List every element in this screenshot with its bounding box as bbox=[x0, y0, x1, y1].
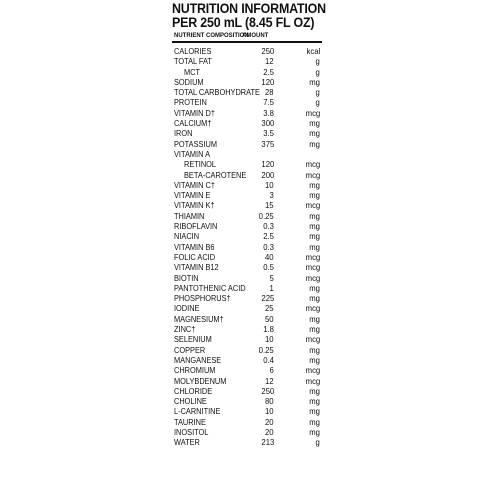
nutrient-row bbox=[172, 437, 322, 447]
nutrient-name: VITAMIN C† bbox=[174, 179, 215, 190]
nutrient-row bbox=[172, 334, 322, 344]
nutrient-amount: 12 bbox=[265, 375, 274, 386]
nutrient-name: VITAMIN E bbox=[174, 190, 211, 201]
column-header-composition: NUTRIENT COMPOSITION bbox=[174, 33, 249, 39]
nutrient-name: TOTAL CARBOHYDRATE bbox=[174, 87, 260, 98]
nutrient-unit: mcg bbox=[305, 262, 320, 273]
nutrient-name: IRON bbox=[174, 128, 193, 139]
nutrient-row bbox=[172, 376, 322, 386]
nutrient-unit: g bbox=[315, 97, 320, 108]
nutrient-row bbox=[172, 139, 322, 149]
nutrient-unit: mg bbox=[309, 118, 320, 129]
nutrient-amount: 250 bbox=[261, 46, 274, 56]
nutrient-row bbox=[172, 190, 322, 200]
nutrient-amount: 20 bbox=[265, 426, 274, 437]
nutrient-name: VITAMIN A bbox=[174, 148, 211, 159]
nutrient-unit: mg bbox=[309, 128, 320, 139]
nutrient-name: CHOLINE bbox=[174, 396, 207, 407]
nutrient-unit: mcg bbox=[305, 169, 320, 180]
nutrient-amount: 6 bbox=[269, 365, 274, 376]
nutrient-name: MAGNESIUM† bbox=[174, 313, 224, 324]
nutrient-amount: 120 bbox=[261, 159, 274, 170]
nutrient-name: MANGANESE bbox=[174, 354, 222, 365]
nutrient-amount: 213 bbox=[261, 437, 274, 448]
nutrient-unit: g bbox=[315, 87, 320, 98]
nutrient-amount: 1.8 bbox=[263, 324, 274, 335]
nutrient-row bbox=[172, 108, 322, 118]
nutrient-amount: 10 bbox=[265, 406, 274, 417]
nutrient-row bbox=[172, 345, 322, 355]
nutrient-unit: mg bbox=[309, 426, 320, 437]
nutrient-row bbox=[172, 262, 322, 272]
nutrient-name: TOTAL FAT bbox=[174, 56, 212, 67]
nutrient-row bbox=[172, 97, 322, 107]
nutrient-unit: mg bbox=[309, 293, 320, 304]
nutrient-row bbox=[172, 231, 322, 241]
nutrient-name: PHOSPHORUS† bbox=[174, 293, 231, 304]
nutrient-row bbox=[172, 242, 322, 252]
nutrient-amount: 0.25 bbox=[258, 210, 274, 221]
nutrient-name: NIACIN bbox=[174, 231, 200, 242]
nutrient-amount: 3.8 bbox=[263, 107, 274, 118]
nutrient-name: CHROMIUM bbox=[174, 365, 216, 376]
nutrient-amount: 7.5 bbox=[263, 97, 274, 108]
nutrient-unit: mcg bbox=[305, 303, 320, 314]
nutrient-name: L-CARNITINE bbox=[174, 406, 221, 417]
nutrient-row bbox=[172, 159, 322, 169]
nutrient-name: VITAMIN B6 bbox=[174, 241, 215, 252]
nutrient-unit: mg bbox=[309, 406, 320, 417]
nutrient-unit: mg bbox=[309, 416, 320, 427]
nutrient-amount: 25 bbox=[265, 303, 274, 314]
nutrient-row bbox=[172, 386, 322, 396]
nutrient-name: ZINC† bbox=[174, 324, 196, 335]
label-title: NUTRITION INFORMATION bbox=[172, 1, 326, 16]
nutrient-unit: mcg bbox=[305, 107, 320, 118]
nutrient-row bbox=[172, 46, 322, 56]
nutrient-unit: mg bbox=[309, 344, 320, 355]
nutrient-name: VITAMIN D† bbox=[174, 107, 215, 118]
nutrient-table bbox=[172, 46, 322, 448]
nutrient-amount: 300 bbox=[261, 118, 274, 129]
nutrient-amount: 0.3 bbox=[263, 241, 274, 252]
nutrient-unit: mg bbox=[309, 282, 320, 293]
nutrient-unit: mg bbox=[309, 179, 320, 190]
nutrient-row bbox=[172, 427, 322, 437]
nutrient-unit: mg bbox=[309, 231, 320, 242]
nutrient-name: THIAMIN bbox=[174, 210, 205, 221]
nutrient-row bbox=[172, 365, 322, 375]
nutrient-unit: mg bbox=[309, 385, 320, 396]
nutrient-row bbox=[172, 128, 322, 138]
nutrient-unit: mg bbox=[309, 354, 320, 365]
nutrient-amount: 2.5 bbox=[263, 66, 274, 77]
nutrient-unit: mg bbox=[309, 313, 320, 324]
nutrient-unit: mcg bbox=[305, 200, 320, 211]
nutrient-row bbox=[172, 200, 322, 210]
nutrient-row bbox=[172, 170, 322, 180]
nutrient-name: CALCIUM† bbox=[174, 118, 212, 129]
nutrient-amount: 0.3 bbox=[263, 221, 274, 232]
nutrient-name: POTASSIUM bbox=[174, 138, 217, 149]
nutrient-row bbox=[172, 221, 322, 231]
nutrient-row bbox=[172, 56, 322, 66]
nutrient-amount: 225 bbox=[261, 293, 274, 304]
nutrient-unit: mg bbox=[309, 324, 320, 335]
nutrient-row bbox=[172, 149, 322, 159]
nutrient-amount: 5 bbox=[269, 272, 274, 283]
nutrient-amount: 15 bbox=[265, 200, 274, 211]
nutrient-amount: 10 bbox=[265, 334, 274, 345]
nutrient-row bbox=[172, 355, 322, 365]
nutrient-name: VITAMIN B12 bbox=[174, 262, 219, 273]
nutrient-unit: mg bbox=[309, 396, 320, 407]
nutrient-amount: 10 bbox=[265, 179, 274, 190]
nutrient-name: BETA-CAROTENE bbox=[184, 169, 247, 180]
nutrient-name: BIOTIN bbox=[174, 272, 199, 283]
nutrient-row bbox=[172, 211, 322, 221]
nutrient-unit: mg bbox=[309, 138, 320, 149]
nutrient-unit: mg bbox=[309, 210, 320, 221]
nutrient-name: SELENIUM bbox=[174, 334, 212, 345]
nutrient-amount: 1 bbox=[269, 282, 274, 293]
nutrient-name: WATER bbox=[174, 437, 200, 448]
nutrient-name: RETINOL bbox=[184, 159, 217, 170]
nutrient-unit: g bbox=[315, 56, 320, 67]
nutrient-unit: mg bbox=[309, 190, 320, 201]
nutrient-amount: 250 bbox=[261, 385, 274, 396]
column-headers bbox=[172, 31, 322, 43]
nutrient-name: COPPER bbox=[174, 344, 206, 355]
nutrient-amount: 0.25 bbox=[258, 344, 274, 355]
nutrient-unit: mcg bbox=[305, 334, 320, 345]
nutrient-name: RIBOFLAVIN bbox=[174, 221, 218, 232]
nutrient-row bbox=[172, 314, 322, 324]
nutrient-name: MOLYBDENUM bbox=[174, 375, 227, 386]
nutrient-amount: 2.5 bbox=[263, 231, 274, 242]
nutrient-row bbox=[172, 273, 322, 283]
nutrient-amount: 28 bbox=[265, 87, 274, 98]
nutrient-unit: mcg bbox=[305, 375, 320, 386]
nutrient-row bbox=[172, 283, 322, 293]
nutrient-row bbox=[172, 417, 322, 427]
nutrient-amount: 80 bbox=[265, 396, 274, 407]
nutrient-unit: g bbox=[315, 66, 320, 77]
nutrient-row bbox=[172, 252, 322, 262]
nutrient-name: CHLORIDE bbox=[174, 385, 213, 396]
nutrient-unit: mcg bbox=[305, 365, 320, 376]
nutrient-row bbox=[172, 324, 322, 334]
nutrient-row bbox=[172, 293, 322, 303]
nutrient-name: FOLIC ACID bbox=[174, 251, 216, 262]
nutrient-amount: 375 bbox=[261, 138, 274, 149]
nutrient-row bbox=[172, 67, 322, 77]
nutrient-amount: 50 bbox=[265, 313, 274, 324]
nutrient-row bbox=[172, 406, 322, 416]
nutrient-unit: mcg bbox=[305, 159, 320, 170]
nutrient-amount: 40 bbox=[265, 251, 274, 262]
nutrient-name: PROTEIN bbox=[174, 97, 207, 108]
nutrient-unit: mcg bbox=[305, 272, 320, 283]
nutrient-amount: 0.5 bbox=[263, 262, 274, 273]
nutrient-name: TAURINE bbox=[174, 416, 206, 427]
nutrient-amount: 3.5 bbox=[263, 128, 274, 139]
nutrient-row bbox=[172, 396, 322, 406]
nutrition-label bbox=[172, 1, 326, 448]
nutrient-name: INOSITOL bbox=[174, 426, 209, 437]
nutrient-amount: 200 bbox=[261, 169, 274, 180]
nutrient-name: VITAMIN K† bbox=[174, 200, 215, 211]
nutrient-name: SODIUM bbox=[174, 76, 204, 87]
nutrient-amount: 3 bbox=[269, 190, 274, 201]
nutrient-name: IODINE bbox=[174, 303, 200, 314]
nutrient-unit: mg bbox=[309, 221, 320, 232]
nutrient-name: MCT bbox=[184, 66, 201, 77]
nutrient-amount: 120 bbox=[261, 76, 274, 87]
nutrient-row bbox=[172, 303, 322, 313]
nutrient-unit: mcg bbox=[305, 251, 320, 262]
nutrient-name: PANTOTHENIC ACID bbox=[174, 282, 246, 293]
column-header-amount: AMOUNT bbox=[242, 33, 269, 39]
nutrient-row bbox=[172, 180, 322, 190]
nutrient-unit: mg bbox=[309, 241, 320, 252]
nutrient-row bbox=[172, 77, 322, 87]
nutrient-amount: 20 bbox=[265, 416, 274, 427]
nutrient-name: CALORIES bbox=[174, 46, 212, 56]
nutrient-unit: g bbox=[315, 437, 320, 448]
nutrient-amount: 0.4 bbox=[263, 354, 274, 365]
nutrient-amount: 12 bbox=[265, 56, 274, 67]
label-serving-size: PER 250 mL (8.45 FL OZ) bbox=[172, 15, 315, 30]
nutrient-row bbox=[172, 118, 322, 128]
nutrient-unit: kcal bbox=[306, 46, 320, 56]
nutrient-unit: mg bbox=[309, 76, 320, 87]
nutrient-row bbox=[172, 87, 322, 97]
